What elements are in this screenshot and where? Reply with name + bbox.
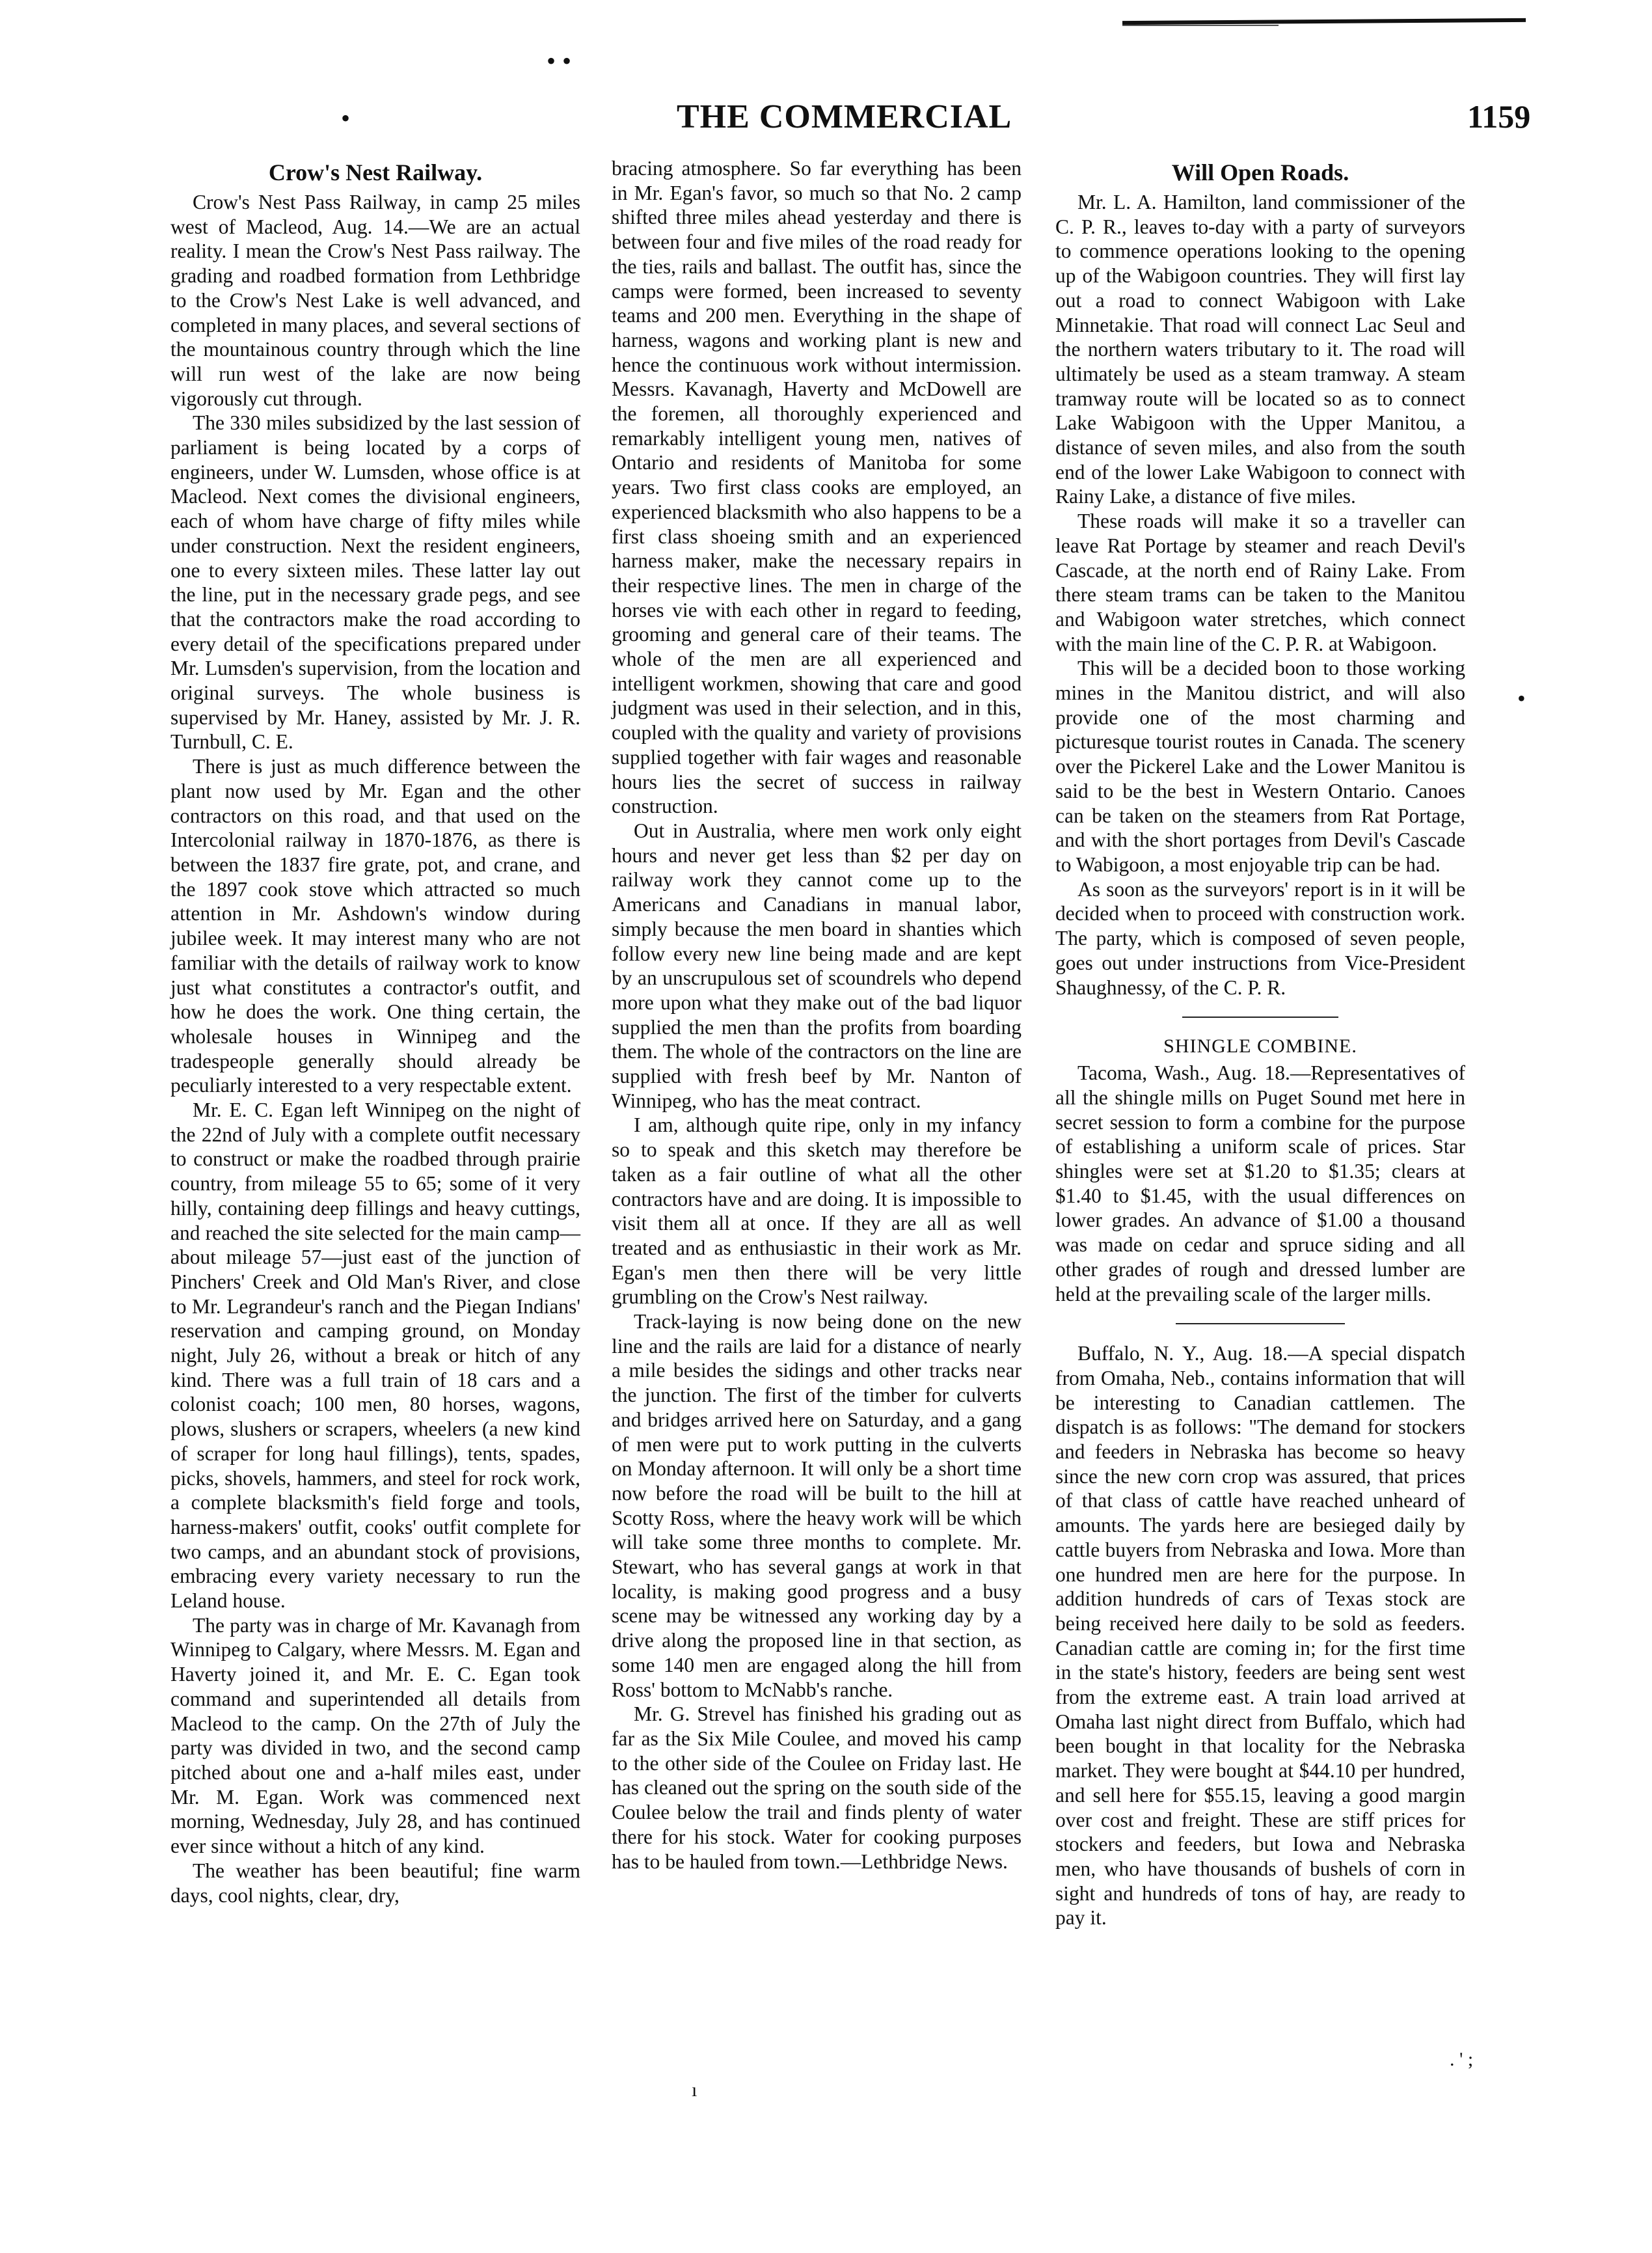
article-separator-rule: [1182, 1017, 1338, 1018]
article-headline-crows-nest: Crow's Nest Railway.: [268, 159, 483, 185]
article-headline-will-open-roads: Will Open Roads.: [1171, 159, 1349, 185]
article-paragraph: Mr. L. A. Hamilton, land commissioner of the C. P. R., leaves to-day with a party of surveyors to commence operations looking to the opening up of the Wabigoon countries. They will first lay out a road to connect Wabigoon with Lake Minnetakie. That road will connect Lac Seul and the northern waters tributary to it. The road will ultimately be used as a steam tramway. A steam tramway route will be located so as to connect Lake Wabigoon with the Upper Manitou, a distance of seven miles, and also from the south end of the lower Lake Wabigoon to connect with Rainy Lake, a distance of five miles.: [1055, 191, 1465, 508]
article-subhead-shingle-combine: SHINGLE COMBINE.: [1163, 1035, 1357, 1058]
article-paragraph: The 330 miles subsidized by the last session of parliament is being located by a corps of engineers, under W. Lumsden, whose office is at Macleod. Next comes the divisional engineers, each of whom have charge of fifty miles while under construction. Next the resident engineers, one to every sixteen miles. These latter lay out the line, put in the necessary grade pegs, and see that the contractors make the road according to every detail of the specifications prepared under Mr. Lumsden's supervision, from the location and original surveys. The whole business is supervised by Mr. Haney, assisted by Mr. J. R. Turnbull, C. E.: [170, 411, 580, 754]
article-paragraph: The weather has been beautiful; fine warm days, cool nights, clear, dry,: [170, 1859, 580, 1907]
footer-tick: ı: [692, 2079, 697, 2101]
margin-dot: •: [1517, 685, 1526, 711]
article-paragraph: As soon as the surveyors' report is in it will be decided when to proceed with construction work. The party, which is composed of seven people, goes out under instructions from Vice-President Shaughnessy, of the C. P. R.: [1055, 877, 1465, 999]
article-paragraph: These roads will make it so a traveller can leave Rat Portage by steamer and reach Devil's Cascade, at the north end of Rainy Lake. From there steam trams can be taken to the Manitou and Wabigoon water stretches, which connect with the main line of the C. P. R. at Wabigoon.: [1055, 510, 1465, 655]
column-2: [612, 156, 1022, 1874]
publication-title: THE COMMERCIAL: [677, 98, 1012, 135]
header-bullet: •: [341, 103, 351, 133]
top-border-rule-thin: [1122, 25, 1279, 26]
column-3: [1055, 156, 1465, 1930]
page-number: 1159: [1467, 98, 1531, 135]
page-header: [325, 98, 1652, 150]
article-paragraph: This will be a decided boon to those working mines in the Manitou district, and will also provide one of the most charming and picturesque tourist routes in Canada. The scenery over the Pickerel Lake and the Lower Manitou is said to be the best in Western Ontario. Canoes can be taken on the steamers from Rat Portage, and with the short portages from Devil's Cascade to Wabigoon, a most enjoyable trip can be had.: [1055, 657, 1465, 876]
article-paragraph: Out in Australia, where men work only eight hours and never get less than $2 per day on railway work they cannot come up to the Americans and Canadians in manual labor, simply because the men board in shanties which follow every new line being made and are kept by an unscrupulous set of scoundrels who depend more upon what they make out of the bad liquor supplied the men than the profits from boarding them. The whole of the contractors on the line are supplied with fresh beef by Mr. Nanton of Winnipeg, who has the meat contract.: [612, 819, 1022, 1112]
article-paragraph: Tacoma, Wash., Aug. 18.—Representatives of all the shingle mills on Puget Sound met here in secret session to form a combine for the purpose of establishing a uniform scale of prices. Star shingles were set at $1.20 to $1.35; clears at $1.40 to $1.45, with the usual differences on lower grades. An advance of $1.00 a thousand was made on cedar and spruce siding and all other grades of rough and dressed lumber are held at the prevailing scale of the larger mills.: [1055, 1061, 1465, 1305]
article-paragraph: There is just as much difference between the plant now used by Mr. Egan and the other contractors on this road, and that used on the Intercolonial railway in 1870-1876, as there is between the 1837 fire grate, pot, and crane, and the 1897 cook stove which attracted so much attention in Mr. Ashdown's window during jubilee week. It may interest many who are not familiar with the details of railway work to know just what constitutes a contractor's outfit, and how he does the work. One thing certain, the wholesale houses in Winnipeg and the tradespeople generally should already be peculiarly interested to a very respectable extent.: [170, 755, 580, 1097]
article-paragraph: Mr. E. C. Egan left Winnipeg on the night of the 22nd of July with a complete outfit necessary to construct or make the roadbed through prairie country, from mileage 55 to 65; some of it very hilly, containing deep fillings and heavy cuttings, and reached the site selected for the main camp—about mileage 57—just east of the junction of Pinchers' Creek and Old Man's River, and close to Mr. Legrandeur's ranch and the Piegan Indians' reservation and camping ground, on Monday night, July 26, without a break or hitch of any kind. There was a full train of 18 cars and a colonist coach; 100 men, 80 horses, wagons, plows, slushers or scrapers, wheelers (a new kind of scraper for long haul fillings), tents, spades, picks, shovels, hammers, and steel for rock work, a complete blacksmith's field forge and tools, harness-makers' outfit, cooks' outfit complete for two camps, and an abundant stock of provisions, embracing every variety necessary to run the Leland house.: [170, 1099, 580, 1613]
article-paragraph: Crow's Nest Pass Railway, in camp 25 miles west of Macleod, Aug. 14.—We are an actual reality. I mean the Crow's Nest Pass railway. The grading and roadbed formation from Lethbridge to the Crow's Nest Lake is well advanced, and completed in many places, and several sections of the mountainous country through which the line will run west of the lake are now being vigorously cut through.: [170, 191, 580, 410]
footer-marks: . ' ;: [1450, 2049, 1474, 2070]
article-separator-rule: [1176, 1323, 1345, 1324]
article-paragraph: Mr. G. Strevel has finished his grading out as far as the Six Mile Coulee, and moved his camp to the other side of the Coulee on Friday last. He has cleaned out the spring on the south side of the Coulee below the trail and finds plenty of water there for his stock. Water for cooking purposes has to be hauled from town.—Lethbridge News.: [612, 1702, 1022, 1873]
article-paragraph: Buffalo, N. Y., Aug. 18.—A special dispatch from Omaha, Neb., contains information that will be interesting to Canadian cattlemen. The dispatch is as follows: "The demand for stockers and feeders in Nebraska has become so heavy since the new corn crop was assured, that prices of that class of cattle have reached unheard of amounts. The yards here are besieged daily by cattle buyers from Nebraska and Iowa. More than one hundred men are here for the purpose. In addition hundreds of cars of Texas stock are being received here daily to be sold as feeders. Canadian cattle are coming in; for the first time in the state's history, feeders are being sent west from the extreme east. A train load arrived at Omaha last night direct from Buffalo, which had been bought in that locality for the Nebraska market. They were bought at $44.10 per hundred, and sell here for $55.15, leaving a good margin over cost and freight. These are stiff prices for stockers and feeders, but Iowa and Nebraska men, who have thousands of bushels of corn in sight and hundreds of tons of hay, are ready to pay it.: [1055, 1342, 1465, 1930]
top-border-rule: [1122, 18, 1526, 25]
corner-dots: • •: [547, 46, 572, 75]
column-1: [170, 156, 580, 1907]
article-paragraph: Track-laying is now being done on the new line and the rails are laid for a distance of nearly a mile besides the sidings and other tracks near the junction. The first of the timber for culverts and bridges arrived here on Saturday, and a gang of men were put to work putting in the culverts on Monday afternoon. It will only be a short time now before the road will be built to the hill at Scotty Ross, where the heavy work will be which will take some three months to complete. Mr. Stewart, who has several gangs at work in that locality, is making good progress and a busy scene may be witnessed any working day by a drive along the proposed line in that section, as some 140 men are engaged along the hill from Ross' bottom to McNabb's ranche.: [612, 1310, 1022, 1701]
article-paragraph: bracing atmosphere. So far everything has been in Mr. Egan's favor, so much so that No. 2 camp shifted three miles ahead yesterday and there is between four and five miles of the road ready for the ties, rails and ballast. The outfit has, since the camps were formed, been increased to seventy teams and 200 men. Everything in the shape of harness, wagons and working plant is new and hence the continuous work without intermission. Messrs. Kavanagh, Haverty and McDowell are the foremen, all thoroughly experienced and remarkably intelligent young men, natives of Ontario and residents of Manitoba for some years. Two first class cooks are employed, an experienced blacksmith who also happens to be a first class shoeing smith and an experienced harness maker, make the necessary repairs in their respective lines. The men in charge of the horses vie with each other in regard to feeding, grooming and general care of their teams. The whole of the men are all experienced and intelligent workmen, showing that care and good judgment was used in their selection, and in this, coupled with the quality and variety of provisions supplied together with fair wages and reasonable hours lies the secret of success in railway construction.: [612, 157, 1022, 818]
article-paragraph: I am, although quite ripe, only in my infancy so to speak and this sketch may therefore be taken as a fair outline of what all the other contractors have and are doing. It is impossible to visit them all at once. If they are all as well treated and as enthusiastic in their work as Mr. Egan's men then there will be very little grumbling on the Crow's Nest railway.: [612, 1113, 1022, 1309]
article-paragraph: The party was in charge of Mr. Kavanagh from Winnipeg to Calgary, where Messrs. M. Egan and Haverty joined it, and Mr. E. C. Egan took command and superintended all details from Macleod to the camp. On the 27th of July the party was divided in two, and the second camp pitched about one and a-half miles east, under Mr. M. Egan. Work was commenced next morning, Wednesday, July 28, and has continued ever since without a hitch of any kind.: [170, 1613, 580, 1858]
